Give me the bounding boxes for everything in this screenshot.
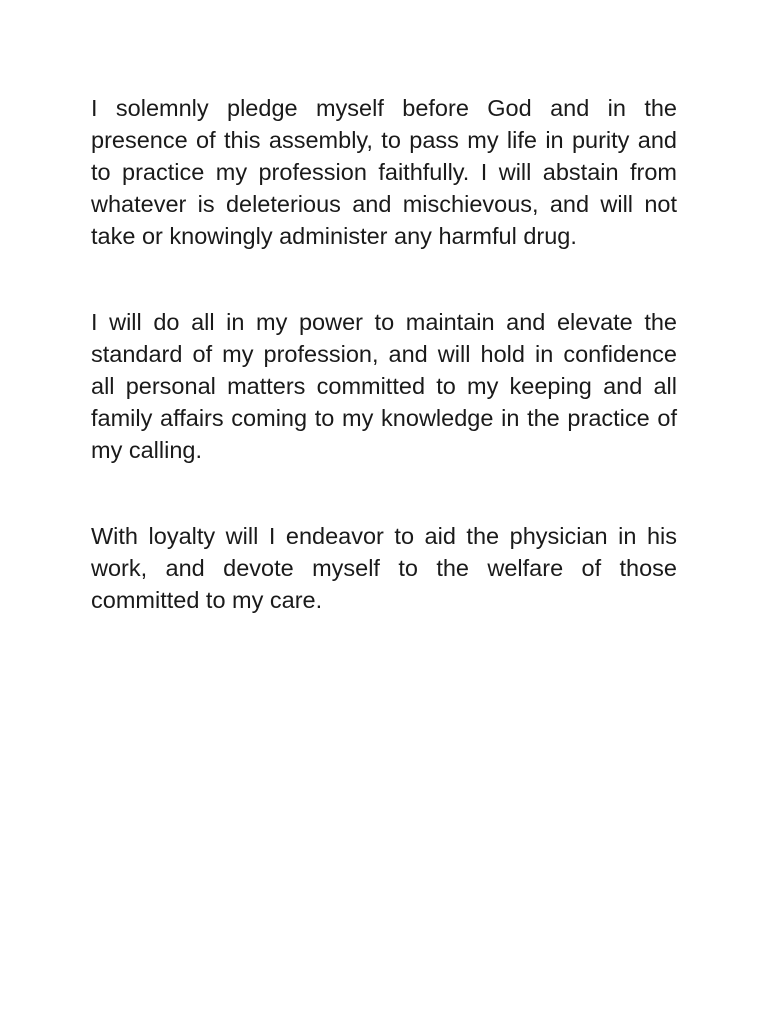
paragraph-3: With loyalty will I endeavor to aid the physician in his work, and devote myself to the welfare of those committed to my care. bbox=[91, 523, 677, 613]
document-body bbox=[91, 92, 677, 670]
paragraph-1: I solemnly pledge myself before God and in the presence of this assembly, to pass my life in purity and to practice my profession faithfully. I will abstain from whatever is deleterious and mischievous, and will not take or knowingly administer any harmful drug. bbox=[91, 95, 677, 249]
paragraph-2: I will do all in my power to maintain and elevate the standard of my profession, and will hold in confidence all personal matters committed to my keeping and all family affairs coming to my knowledge in the practice of my calling. bbox=[91, 309, 677, 463]
